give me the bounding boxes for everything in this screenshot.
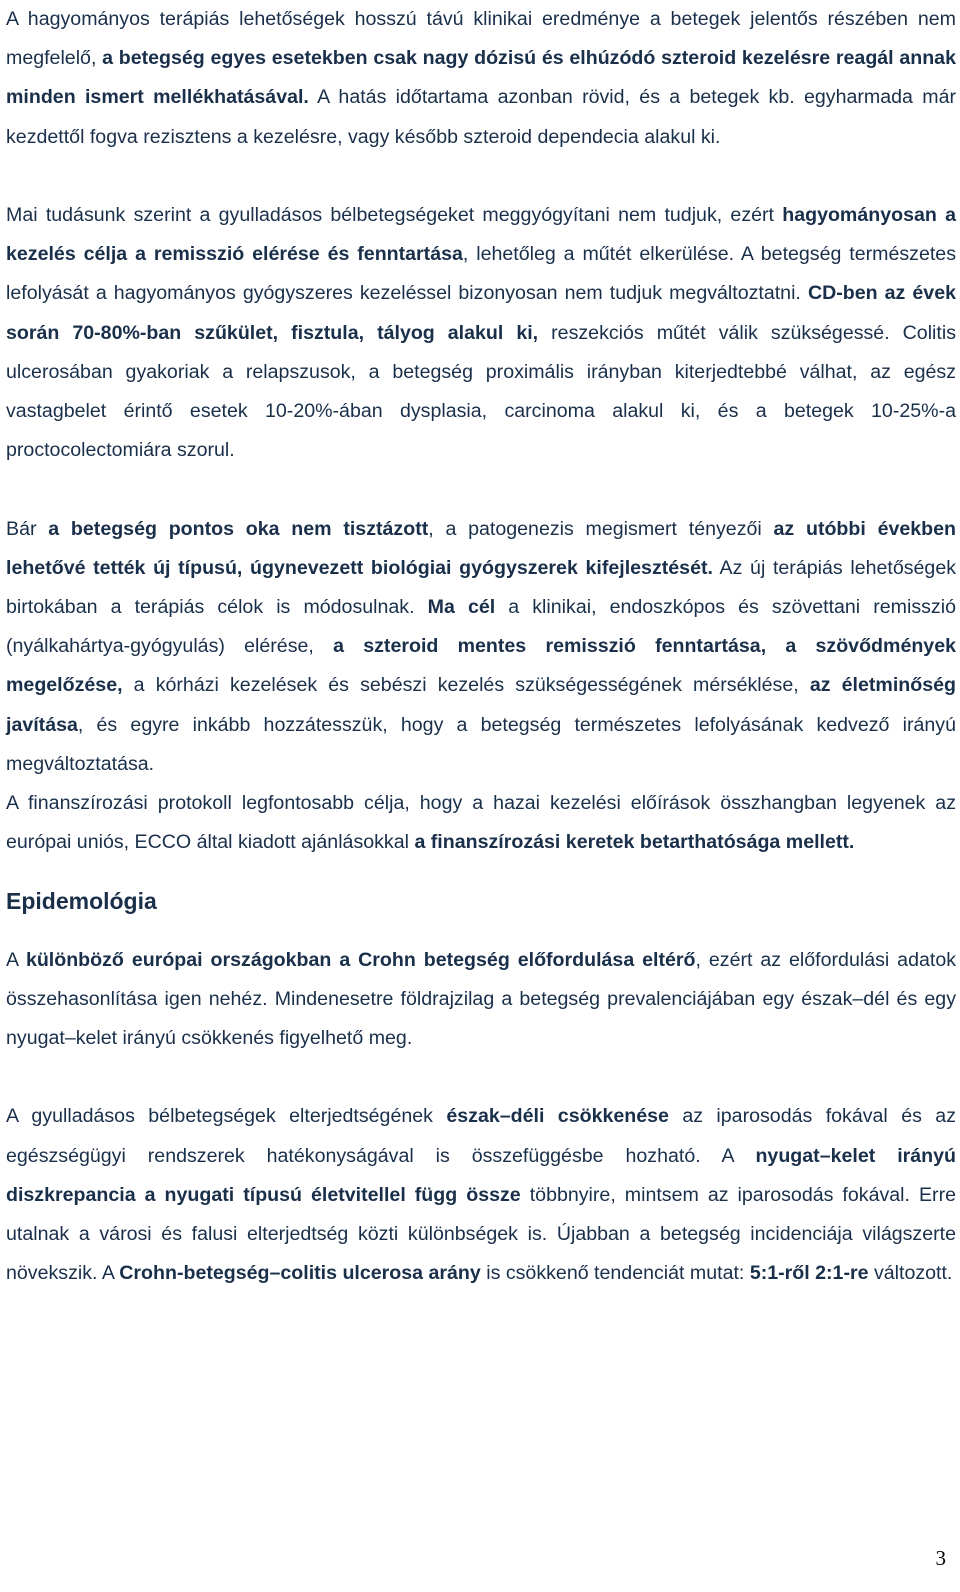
text-run: , ezért az előfordulási adatok összehasonlítása igen nehéz. Mindenesetre földrajzilag a betegség prevalenciájában egy észak–dél és egy nyugat–kelet irányú csökkenés figyelhető meg. [6, 948, 957, 1050]
bold-text-run: hagyományosan a kezelés célja a remisszió elérése és fenntartása [6, 204, 956, 266]
text-run: az iparosodás fokával és az egészségügyi rendszerek hatékonyságával is összefüggésbe hozható. A [6, 1105, 956, 1167]
paragraph-geographic-gradient [6, 1097, 956, 1293]
text-run: változott. [868, 1262, 953, 1285]
bold-text-run: a betegség egyes esetekben csak nagy dózisú és elhúzódó szteroid kezelésre reagál annak minden ismert mellékhatásával. [6, 47, 956, 109]
paragraph-gap [6, 470, 956, 509]
text-run: Az új terápiás lehetőségek birtokában a terápiás célok is módosulnak. [6, 556, 957, 619]
paragraph-treatment-outcomes [6, 0, 956, 157]
paragraph-treatment-goals [6, 196, 956, 470]
bold-text-run: nyugat–kelet irányú diszkrepancia a nyugati típusú életvitellel függ össze [6, 1144, 956, 1206]
bold-text-run: különböző európai országokban a Crohn betegség előfordulása eltérő [25, 948, 696, 971]
document-page [6, 0, 956, 1293]
bold-text-run: észak–déli csökkenése [446, 1105, 669, 1128]
bold-text-run: Crohn-betegség–colitis ulcerosa arány [119, 1262, 481, 1285]
text-run: is csökkenő tendenciát mutat: [480, 1262, 750, 1285]
text-run: , lehetőleg a műtét elkerülése. A betegség természetes lefolyását a hagyományos gyógyszeres kezeléssel bizonyosan nem tudjuk megváltoztatni. [6, 243, 956, 305]
text-run: A [6, 948, 26, 971]
paragraph-gap [6, 1058, 956, 1097]
page-number: 3 [935, 1546, 946, 1570]
bold-text-run: 5:1-ről 2:1-re [749, 1262, 869, 1285]
paragraph-financing-protocol [6, 784, 956, 862]
bold-text-run: a betegség pontos oka nem tisztázott [48, 517, 429, 540]
bold-text-run: a szteroid mentes remisszió fenntartása, a szövődmények megelőzése, [6, 635, 956, 697]
bold-text-run: az életminőség javítása [6, 674, 956, 736]
text-run: a kórházi kezelések és sebészi kezelés szükségességének mérséklése, [122, 674, 810, 697]
text-run: , és egyre inkább hozzátesszük, hogy a betegség természetes lefolyásának kedvező irányú megváltoztatása. [6, 713, 956, 775]
bold-text-run: az utóbbi években lehetővé tették új típusú, úgynevezett biológiai gyógyszerek kifejlesztését. [6, 517, 957, 579]
section-heading-epidemiology: Epidemológia [6, 888, 157, 915]
text-run: többnyire, mintsem az iparosodás fokával. Erre utalnak a városi és falusi elterjedtség közti különbségek is. Újabban a betegség incidenciája világszerte növekszik. A [6, 1183, 956, 1285]
text-run: Mai tudásunk szerint a gyulladásos bélbetegségeket meggyógyítani nem tudjuk, ezért [6, 204, 783, 226]
bold-text-run: a finanszírozási keretek betarthatósága mellett. [414, 831, 855, 854]
text-run: , a patogenezis megismert tényezői [428, 517, 774, 540]
text-run: A finanszírozási protokoll legfontosabb célja, hogy a hazai kezelési előírások összhangban legyenek az európai uniós, ECCO által kiadott ajánlásokkal [6, 792, 956, 854]
bold-text-run: Ma cél [427, 596, 496, 619]
paragraph-biological-therapy [6, 510, 956, 784]
text-run: A hatás időtartama azonban rövid, és a betegek kb. egyharmada már kezdettől fogva rezisztens a kezelésre, vagy később szteroid dependecia alakul ki. [6, 86, 956, 148]
paragraph-gap [6, 157, 956, 196]
text-run: reszekciós műtét válik szükségessé. Colitis ulcerosában gyakoriak a relapszusok, a betegség proximális irányban kiterjedtebbé válhat, az egész vastagbelet érintő esetek 10-20%-ában dysplasia, carcinoma alakul ki, és a betegek 10-25%-a proctocolectomiára szorul. [6, 321, 957, 462]
paragraph-epidemiology-intro [6, 941, 956, 1059]
text-run: A gyulladásos bélbetegségek elterjedtségének [6, 1105, 447, 1128]
text-run: a klinikai, endoszkópos és szövettani remisszió (nyálkahártya-gyógyulás) elérése, [6, 596, 956, 658]
bold-text-run: CD-ben az évek során 70-80%-ban szűkület, fisztula, tályog alakul ki, [6, 282, 956, 344]
text-run: Bár [6, 517, 49, 540]
text-run: A hagyományos terápiás lehetőségek hosszú távú klinikai eredménye a betegek jelentős részében nem megfelelő, [6, 8, 956, 70]
